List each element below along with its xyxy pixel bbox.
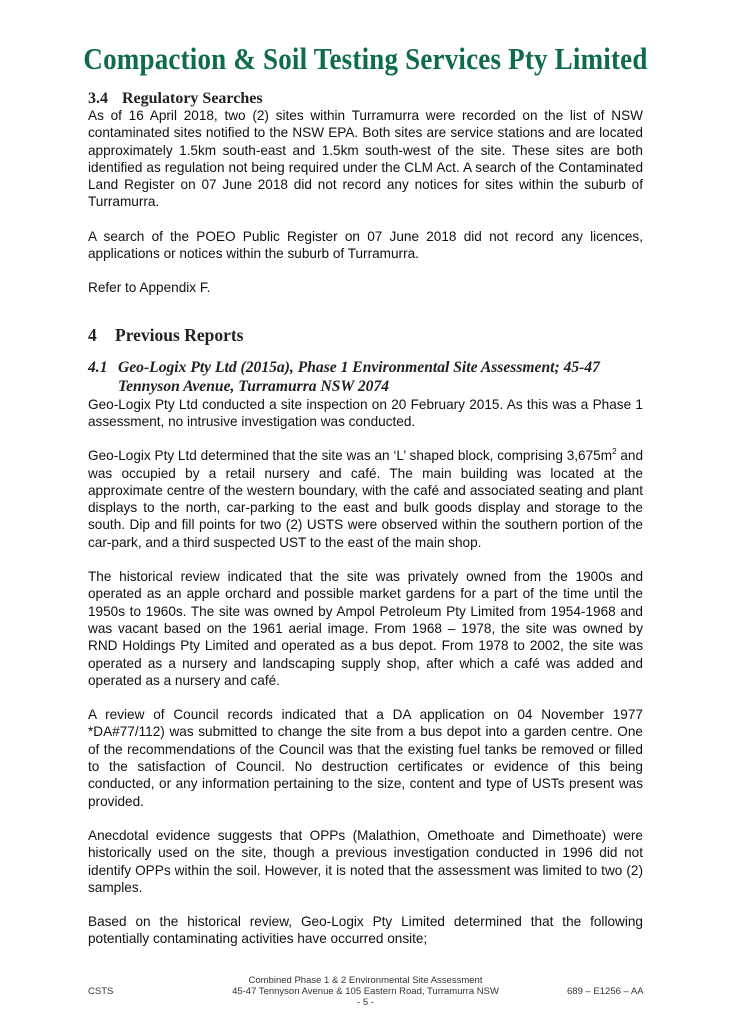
superscript: 2 (612, 447, 617, 457)
paragraph: Refer to Appendix F. (88, 280, 211, 296)
footer-address: 45-47 Tennyson Avenue & 105 Eastern Road, Turramurra NSW (232, 986, 499, 997)
paragraph (88, 447, 643, 551)
section-title: Previous Reports (115, 324, 244, 345)
footer-company-code: CSTS (88, 986, 114, 997)
page-footer (0, 975, 731, 1015)
page-number: - 5 - (357, 997, 374, 1008)
section-title: Regulatory Searches (122, 90, 263, 107)
section-4-heading (88, 324, 643, 346)
company-header: Compaction & Soil Testing Services Pty Limited (83, 42, 648, 76)
footer-job-number: 689 – E1256 – AA (567, 986, 644, 997)
paragraph: Geo-Logix Pty Ltd conducted a site inspection on 20 February 2015. As this was a Phase 1 assessment, no intrusive investigation was conducted. (88, 396, 643, 429)
section-number: 4.1 (88, 358, 108, 376)
paragraph: The historical review indicated that the site was privately owned from the 1900s and operated as an apple orchard and possible market gardens for a part of the time until the 1950s to 1960s. The site was owned by Ampol Petroleum Pty Limited from 1954-1968 and was vacant based on the 1961 aerial image. From 1968 – 1978, the site was owned by RND Holdings Pty Limited and operated as a bus depot. From 1978 to 2002, the site was operated as a nursery and landscaping supply shop, after which a café was added and operated as a nursery and café. (88, 569, 643, 688)
section-number: 4 (88, 324, 97, 345)
paragraph: Based on the historical review, Geo-Logix Pty Limited determined that the following potentially contaminating activities have occurred onsite; (88, 914, 643, 947)
paragraph: A review of Council records indicated that a DA application on 04 November 1977 *DA#77/112) was submitted to change the site from a bus depot into a garden centre. One of the recommendations of the Council was that the existing fuel tanks be removed or filled to the satisfaction of Council. No destruction certificates or evidence of this being conducted, or any information pertaining to the size, content and type of USTs present was provided. (88, 707, 643, 809)
paragraph-text: and was occupied by a retail nursery and café. The main building was located at the approximate centre of the western boundary, with the café and associated seating and plant displays to the north, car-parking to the east and bulk goods display and storage to the south. Dip and fill points for two (2) USTS were observed within the southern portion of the car-park, and a third suspected UST to the east of the main shop. (88, 448, 644, 550)
paragraph-text: Geo-Logix Pty Ltd determined that the site was an ‘L’ shaped block, comprising 3,675m (88, 448, 613, 464)
section-3-4-heading (88, 90, 643, 107)
section-title: Geo-Logix Pty Ltd (2015a), Phase 1 Environmental Site Assessment; 45-47 Tennyson Avenue, Turramurra NSW 2074 (118, 358, 600, 395)
footer-report-title: Combined Phase 1 & 2 Environmental Site Assessment (248, 975, 483, 986)
document-body (88, 90, 643, 948)
paragraph: Anecdotal evidence suggests that OPPs (Malathion, Omethoate and Dimethoate) were historically used on the site, though a previous investigation conducted in 1996 did not identify OPPs within the soil. However, it is noted that the assessment was limited to two (2) samples. (88, 827, 643, 895)
section-number: 3.4 (88, 90, 108, 107)
section-4-1-heading (88, 358, 643, 396)
paragraph: As of 16 April 2018, two (2) sites within Turramurra were recorded on the list of NSW contaminated sites notified to the NSW EPA. Both sites are service stations and are located approximately 1.5km south-east and 1.5km south-west of the site. These sites are both identified as regulation not being required under the CLM Act. A search of the Contaminated Land Register on 07 June 2018 did not record any notices for sites within the suburb of Turramurra. (88, 108, 643, 210)
paragraph: A search of the POEO Public Register on 07 June 2018 did not record any licences, applications or notices within the suburb of Turramurra. (88, 228, 643, 262)
